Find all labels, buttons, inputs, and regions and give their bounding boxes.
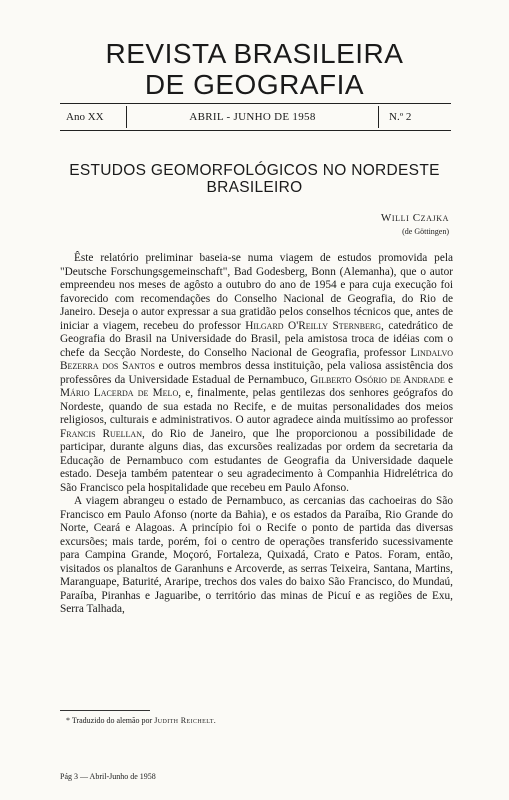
masthead-top-rule xyxy=(60,103,451,104)
paragraph-1-text: e outros membros dessa instituição, pela valiosa assistência dos professôres da Universidade Estadual de Pernambuco, xyxy=(60,360,453,386)
person-name: Lindalvo Bezerra dos Santos xyxy=(60,346,453,372)
journal-title-line-1: REVISTA BRASILEIRA xyxy=(105,38,404,69)
journal-masthead xyxy=(0,38,509,100)
footnote-rule xyxy=(60,710,150,711)
author-affiliation: (de Göttingen) xyxy=(402,227,449,236)
author-block xyxy=(381,212,449,238)
paragraph-1-text: e xyxy=(444,373,454,386)
paragraph-1-text: , catedrático de Geografia do Brasil na Universidade do Brasil, pela amistosa troca de idéias com o chefe da Secção Nordeste, do Conselho Nacional de Geografia, professor xyxy=(60,319,453,359)
journal-title-line-2: DE GEOGRAFIA xyxy=(144,69,365,100)
paragraph-1-text: , e, finalmente, pelas gentilezas dos senhores geógrafos do Nordeste, quando de sua estada no Recife, e de muitas personalidades dos meios religiosos, culturais e administrativos. O autor agradece ainda muitíssimo ao professor xyxy=(60,387,453,426)
person-name: Francis Ruellan xyxy=(60,427,142,440)
footnote xyxy=(66,716,216,725)
author-name: Willi Czajka xyxy=(380,212,449,224)
paragraph-1-text: Êste relatório preliminar baseia-se numa viagem de estudos promovida pela "Deutsche Forschungsgemeinschaft", Bad Godesberg, Bonn (Alemanha), que o autor empreendeu nos meses de agôsto a outubro do ano de 1954 e para cuja execução foi favorecido com recomendações do Conselho Nacional de Geografia, do Rio de Janeiro. Deseja o autor expressar a sua gratidão pelos conselhos técnicos que, antes de iniciar a viagem, recebeu do professor xyxy=(60,252,453,332)
footnote-mark: * xyxy=(66,716,70,725)
person-name: Hilgard O'Reilly Sternberg xyxy=(245,319,382,332)
masthead-bottom-rule xyxy=(60,130,451,131)
person-name: Mário Lacerda de Melo xyxy=(60,387,179,399)
person-name: Gilberto Osório de Andrade xyxy=(310,373,445,386)
footnote-text: Traduzido do alemão por xyxy=(71,716,155,725)
paragraph-1-text: , do Rio de Janeiro, que lhe proporcionou a possibilidade de participar, durante alguns dias, das excursões realizadas por ordem da secretaria da Educação de Pernambuco com estudantes de Geografia da Universidade daquele estado. Deseja também patentear o seu agradecimento à Companhia Hidrelétrica do São Francisco pela hospitalidade que recebeu em Paulo Afonso. xyxy=(60,427,453,494)
paragraph-2: A viagem abrangeu o estado de Pernambuco, as cercanias das cachoeiras do São Francisco em Paulo Afonso (norte da Bahia), e os estados da Paraíba, Rio Grande do Norte, Ceará e Alagoas. A princípio foi o Recife o ponto de partida das diversas excursões; mais tarde, porém, foi o centro de operações transferido sucessivamente para Campina Grande, Moçoró, Fortaleza, Quixadá, Crato e Patos. Foram, então, visitados os planaltos de Garanhuns e Arcoverde, as serras Teixeira, Santana, Martins, Maranguape, Baturité, Araripe, trechos dos vales do baixo São Francisco, do Mundaú, Paraíba, Piranhas e Jaguaribe, o território das minas de Picuí e as regiões de Exu, Serra Talhada, xyxy=(60,495,453,615)
volume-label: Ano XX xyxy=(66,111,104,123)
paragraph-1 xyxy=(60,252,453,495)
article-title: ESTUDOS GEOMORFOLÓGICOS NO NORDESTE BRASILEIRO xyxy=(69,162,440,196)
page-folio: Pág 3 — Abril-Junho de 1958 xyxy=(60,772,156,781)
translator-name: Judith Reichelt. xyxy=(154,716,217,725)
issue-number: N.º 2 xyxy=(389,111,412,123)
issue-date: ABRIL - JUNHO DE 1958 xyxy=(126,106,379,128)
issue-info-bar xyxy=(60,106,451,128)
article-body xyxy=(60,252,453,617)
